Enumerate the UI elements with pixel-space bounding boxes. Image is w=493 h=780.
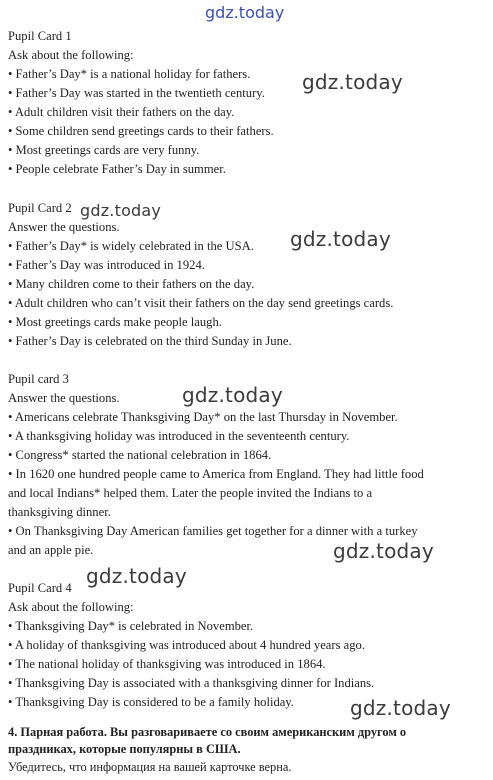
card-item: • Father’s Day was started in the twentieth century. <box>8 86 265 100</box>
card-instruction: Ask about the following: <box>8 600 134 614</box>
task-heading: 4. Парная работа. Вы разговариваете со своим американским другом о <box>8 725 407 739</box>
card-item: • Thanksgiving Day is associated with a thanksgiving dinner for Indians. <box>8 676 375 690</box>
card-item: • A holiday of thanksgiving was introduced about 4 hundred years ago. <box>8 638 365 652</box>
card-item: and an apple pie. <box>8 543 94 557</box>
card-title: Pupil Card 2 <box>8 201 72 215</box>
card-item: • A thanksgiving holiday was introduced in the seventeenth century. <box>8 429 350 443</box>
card-item: • Most greetings cards make people laugh. <box>8 315 222 329</box>
card-item: • Americans celebrate Thanksgiving Day* on the last Thursday in November. <box>8 410 398 424</box>
card-item: • Most greetings cards are very funny. <box>8 143 200 157</box>
card-item: • Many children come to their fathers on the day. <box>8 277 255 291</box>
card-item: • Father’s Day* is widely celebrated in the USA. <box>8 239 254 253</box>
card-instruction: Ask about the following: <box>8 48 134 62</box>
card-item: • Thanksgiving Day* is celebrated in November. <box>8 619 254 633</box>
card-item: • Thanksgiving Day is considered to be a family holiday. <box>8 695 294 709</box>
watermark: gdz.today <box>302 70 403 94</box>
card-item: • Adult children visit their fathers on the day. <box>8 105 235 119</box>
card-item: • Father’s Day* is a national holiday for fathers. <box>8 67 251 81</box>
card-item: • Father’s Day is celebrated on the third Sunday in June. <box>8 334 292 348</box>
card-item: • The national holiday of thanksgiving was introduced in 1864. <box>8 657 326 671</box>
card-title: Pupil Card 1 <box>8 29 72 43</box>
card-item: thanksgiving dinner. <box>8 505 111 519</box>
card-item: • People celebrate Father’s Day in summer. <box>8 162 226 176</box>
watermark-top: gdz.today <box>205 3 285 22</box>
card-item: • On Thanksgiving Day American families get together for a dinner with a turkey <box>8 524 418 538</box>
card-instruction: Answer the questions. <box>8 391 120 405</box>
watermark: gdz.today <box>182 383 283 407</box>
card-item: • Adult children who can’t visit their fathers on the day send greetings cards. <box>8 296 394 310</box>
watermark: gdz.today <box>86 564 187 588</box>
card-item: • In 1620 one hundred people came to America from England. They had little food <box>8 467 424 481</box>
card-title: Pupil Card 4 <box>8 581 72 595</box>
watermark: gdz.today <box>290 227 391 251</box>
card-item: • Some children send greetings cards to their fathers. <box>8 124 274 138</box>
watermark-inline: gdz.today <box>80 201 162 220</box>
watermark: gdz.today <box>350 696 451 720</box>
task-heading: праздниках, которые популярны в США. <box>8 742 241 756</box>
card-item: • Father’s Day was introduced in 1924. <box>8 258 205 272</box>
card-title: Pupil card 3 <box>8 372 69 386</box>
card-instruction: Answer the questions. <box>8 220 120 234</box>
watermark: gdz.today <box>333 539 434 563</box>
card-item: and local Indians* helped them. Later the people invited the Indians to a <box>8 486 373 500</box>
task-note: Убедитесь, что информация на вашей карточке верна. <box>8 760 292 774</box>
card-item: • Congress* started the national celebration in 1864. <box>8 448 272 462</box>
